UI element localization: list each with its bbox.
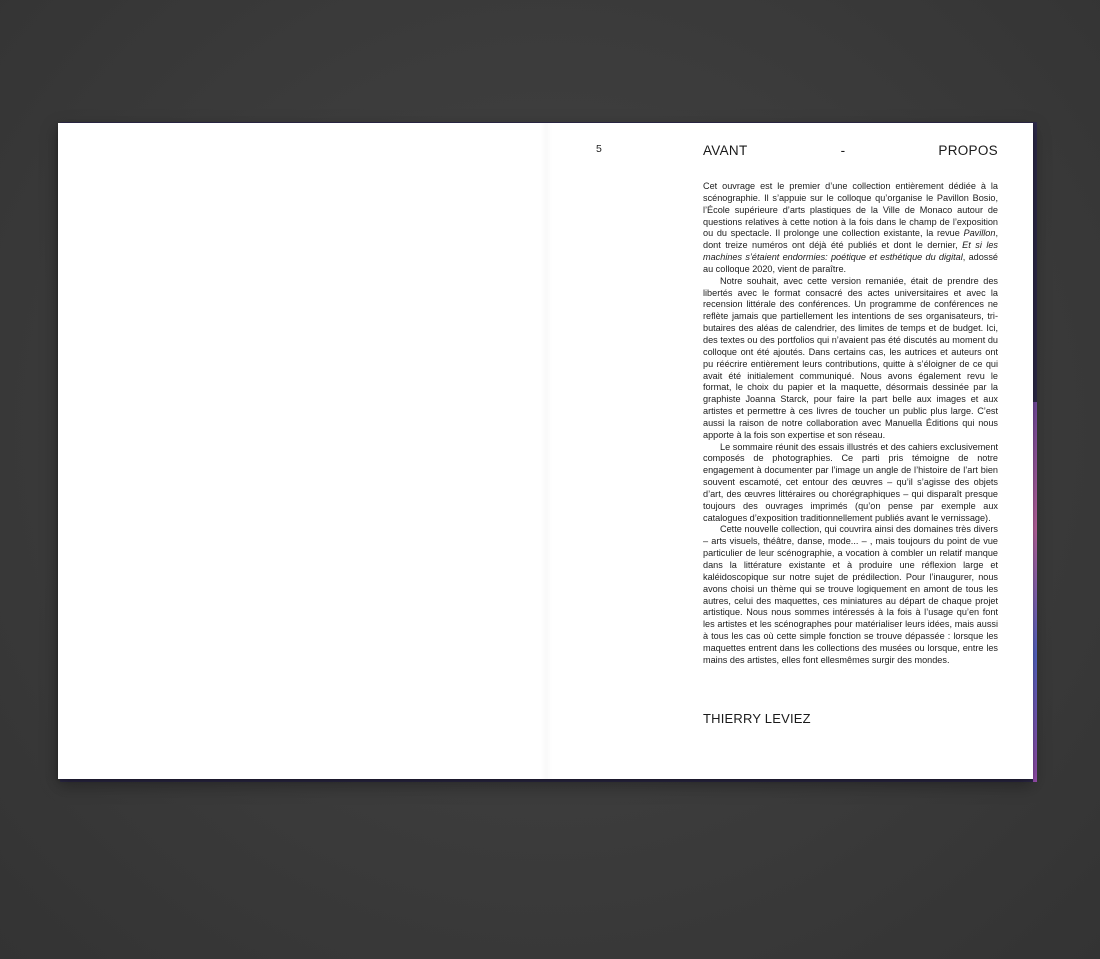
left-page-blank [58, 123, 545, 779]
foreword-body [703, 181, 998, 667]
title-hyphen: - [840, 143, 846, 158]
paragraph-2: Notre souhait, avec cette version remaniée, était de prendre des libertés avec le format consacré des actes universitaires et avec la recension littérale des conférences. Un programme de conférences ne reflète jamais que partiellement les intentions de ses organisateurs, tributaires des aléas de calendrier, des limites de temps et de budget. Ici, des textes ou des portfolios qui n’avaient pas été discutés au moment du colloque ont été ajoutés. Dans certains cas, les autrices et auteurs ont pu réécrire entièrement leurs contributions, quitte à s’éloigner de ce qui avait été initialement communiqué. Nous avons également revu le format, le choix du papier et la maquette, désormais dessinée par la graphiste Joanna Starck, pour faire la part belle aux images et aux artistes et permettre à ces livres de toucher un public plus large. C’est aussi la raison de notre collaboration avec Manuella Éditions qui nous apporte à la fois son expertise et son réseau. [703, 275, 998, 440]
book-spread [58, 123, 1033, 779]
paragraph-1-italic-title: Et si les machines s’étaient endormies: poétique et esthétique du digital [703, 240, 998, 263]
page-title [703, 143, 998, 158]
title-word-avant: AVANT [703, 143, 748, 158]
title-word-propos: PROPOS [938, 143, 998, 158]
paragraph-4: Cette nouvelle collection, qui couvrira ainsi des domaines très divers – arts visuels, théâtre, danse, mode... – , mais toujours du point de vue particulier de leur scénographie, a vocation à combler un relatif manque dans la littérature existante et à produire une réflexion large et kaléidoscopique sur notre sujet de prédilection. Pour l’inaugurer, nous avons choisi un thème qui se trouve logiquement en amont de tous les autres, celui des maquettes, ces miniatures au départ de chaque projet artistique. Nous nous sommes intéressés à la fois à l’usage qu’en font les artistes et les scénographes pour matérialiser leurs idées, mais aussi à tous les cas où cette simple fonction se trouve dépassée : lorsque les maquettes entrent dans les collections des musées ou lorsque, entre les mains des artistes, elles font ellesmêmes surgir des mondes. [703, 524, 998, 665]
paragraph-1-part-e: , adossé au colloque 2020, vient de paraître. [703, 252, 998, 274]
paragraph-1-part-c: , dont treize numéros ont déjà été publiés et dont le dernier, [703, 228, 998, 251]
paragraph-1-italic-pavillon: Pavillon [963, 228, 996, 239]
paragraph-1 [703, 181, 998, 276]
paragraph-3: Le sommaire réunit des essais illustrés et des cahiers exclusivement composés de photographies. Ce parti pris témoigne de notre engagement à documenter par l’image un angle de l’histoire de l’art bien souvent escamoté, cet entour des œuvres – qu’il s’agisse des objets d’art, des œuvres littéraires ou chorégraphiques – qui disparaît presque toujours des ouvrages imprimés (qu’on pense par exemple aux catalogues d’exposition traditionnellement publiés avant le vernissage). [703, 441, 998, 523]
author-signature: THIERRY LEVIEZ [703, 711, 811, 726]
page-number: 5 [596, 143, 602, 155]
paragraph-1-part-a: Cet ouvrage est le premier d’une collection entièrement dédiée à la scénographie. Il s’appuie sur le colloque qu’organise le Pavillon Bosio, l’École supérieure d’arts plastiques de la Ville de Monaco autour de questions relatives à cette notion à la fois dans le champ de l’exposition ou du spectacle. Il prolonge une collection existante, la revue [703, 181, 998, 239]
